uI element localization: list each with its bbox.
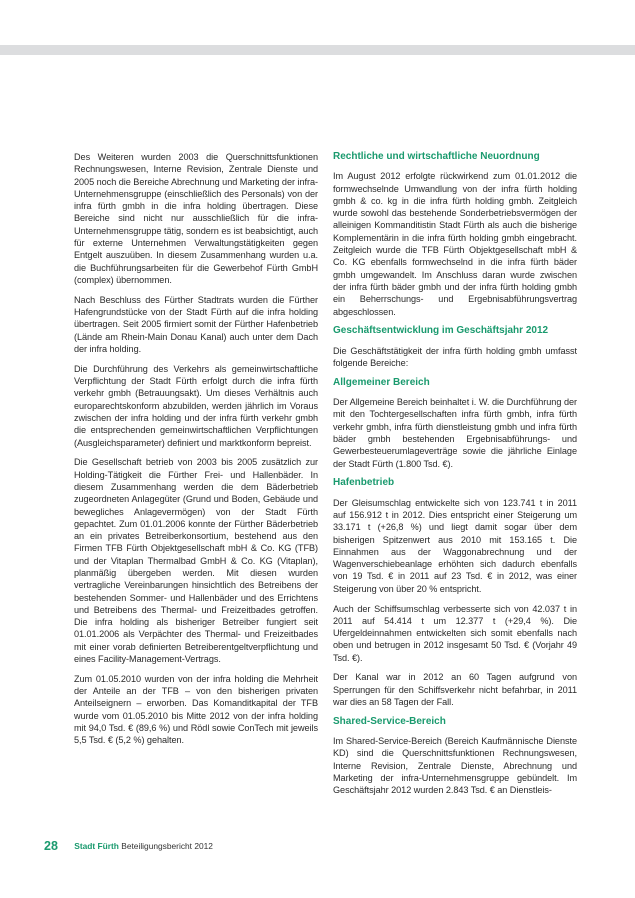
right-column xyxy=(333,151,577,804)
paragraph: Des Weiteren wurden 2003 die Querschnittsfunktionen Rechnungswesen, Interne Revision, Zentrale Dienste und 2005 noch die Bereiche Abrechnung und Marketing der infra-Unternehmensgruppe (einschließlich des Personals) von der infra fürth gmbh in die infra holding übertragen. Diese Bereiche sind nicht nur ausschließlich für die infra-Unternehmensgruppe tätig, sondern es ist beabsichtigt, auch für externe Unternehmen Verwaltungstätigkeiten gegen Entgelt auszuüben. In diesem Zusammenhang wurden u.a. die Buchführungsarbeiten für die Gewerbehof Fürth GmbH (complex) übernommen. xyxy=(74,152,318,285)
paragraph: Im Shared-Service-Bereich (Bereich Kaufmännische Dienste KD) sind die Querschnittsfunktionen Rechnungswesen, Interne Revision, Zentrale Dienste, Abrechnung und Marketing der infra-Unternehmensgruppe gebündelt. Im Geschäftsjahr 2012 wurden 2.843 Tsd. € an Dienstleis- xyxy=(333,736,577,796)
section-heading: Shared-Service-Bereich xyxy=(333,715,446,727)
paragraph: Der Gleisumschlag entwickelte sich von 123.741 t in 2011 auf 156.912 t in 2012. Dies entspricht einer Steigerung um 33.171 t (+26,8 %) und liegt damit sogar über dem bisherigen Spitzenwert aus 2010 mit 153.165 t. Die Einnahmen aus der Waggonabrechnung und der Wagenverschiebeanlage erhöhten sich dadurch ebenfalls von 19 Tsd. € in 2011 auf 23 Tsd. € in 2012, was einer Steigerung von über 20 % entspricht. xyxy=(333,497,577,594)
paragraph: Zum 01.05.2010 wurden von der infra holding die Mehrheit der Anteile an der TFB – von den bisherigen privaten Anteilseignern – erworben. Das Komanditkapital der TFB wurde vom 01.05.2010 bis Mitte 2012 von der infra holding mit 94,0 Tsd. € (89,6 %) und Rödl sowie ConTech mit jeweils 5,5 Tsd. € (5,2 %) gehalten. xyxy=(74,673,318,746)
paragraph: Die Gesellschaft betrieb von 2003 bis 2005 zusätzlich zur Holding-Tätigkeit die Fürther Frei- und Hallenbäder. In diesem Zusammenhang werden die dem Bäderbetrieb zugeordneten Anlagegüter (Grund und Boden, Gebäude und bewegliches Anlagevermögen) von der Stadt Fürth gepachtet. Zum 01.01.2006 konnte der Fürther Bäderbetrieb an ein privates Betreiberkonsortium, bestehend aus den Firmen TFB Fürth Objektgesellschaft mbH & Co. KG (TFB) und der Vitaplan Thermalbad GmbH & Co. KG (Vitaplan), planmäßig übergeben werden. Mit diesen wurden vertragliche Vereinbarungen hinsichtlich des Betreibens der bestehenden Sommer- und Hallenbäder und des Errichtens und Betreibens des Thermal- und Freizeitbades getroffen. Die infra holding als bisheriger Betreiber fungiert seit 01.01.2006 als Verpächter des Thermal- und Freizeitbades mit einer vorab definierten Betreiberentgeltverpflichtung und eines Facility-Management-Vertrags. xyxy=(74,457,318,665)
section-heading: Allgemeiner Bereich xyxy=(333,376,430,388)
paragraph: Die Durchführung des Verkehrs als gemeinwirtschaftliche Verpflichtung der Stadt Fürth erfolgt durch die infra fürth verkehr gmbh (Betrauungsakt). Um dieses Verhältnis auch europarechtskonform abzubilden, werden jährlich im Voraus zwischen der infra holding und der infra fürth verkehr gmbh die entsprechenden gemeinwirtschaftlichen Verpflichtungen (Ausgleichsparameter) definiert und marktkonform bepreist. xyxy=(74,363,318,448)
paragraph: Auch der Schiffsumschlag verbesserte sich von 42.037 t in 2011 auf 54.414 t um 12.377 t (+29,4 %). Die Ufergeldeinnahmen entwickelten sich somit ebenfalls nach oben und betrugen in 2012 insgesamt 50 Tsd. € (Vorjahr 49 Tsd. €). xyxy=(333,603,577,663)
paragraph: Die Geschäftstätigkeit der infra fürth holding gmbh umfasst folgende Bereiche: xyxy=(333,345,577,368)
paragraph: Nach Beschluss des Fürther Stadtrats wurden die Fürther Hafengrundstücke von der Stadt Fürth auf die infra holding übertragen. Seit 2005 firmiert somit der Fürther Hafenbetrieb (Lände am Rhein-Main Donau Kanal) auch unter dem Dach der infra holding. xyxy=(74,294,318,354)
footer-title: Beteiligungsbericht 2012 xyxy=(121,841,213,851)
header-band xyxy=(0,45,635,55)
page-footer xyxy=(44,839,213,853)
paragraph: Der Allgemeine Bereich beinhaltet i. W. die Durchführung der mit den Tochtergesellschaften infra fürth gmbh, infra fürth verkehr gmbh, infra fürth dienstleistung gmbh und infra fürth bäder gmbh bestehenden Ergebnisabführungs- und Gewerbesteuerumlageverträge sowie die jährliche Einlage der Stadt Fürth (1.800 Tsd. €). xyxy=(333,397,577,469)
section-heading: Geschäftsentwicklung im Geschäftsjahr 2012 xyxy=(333,325,549,337)
section-heading: Rechtliche und wirtschaftliche Neuordnung xyxy=(333,151,540,162)
page-number: 28 xyxy=(44,839,58,853)
footer-brand: Stadt Fürth xyxy=(74,841,119,851)
paragraph: Im August 2012 erfolgte rückwirkend zum 01.01.2012 die formwechselnde Umwandlung von der infra fürth holding gmbh & co. kg in die infra fürth holding gmbh. Zeitgleich wurde sowohl das bestehende Sonderbetriebsvermögen der alleinigen Kommanditistin Stadt Fürth als auch die bisherige Komplementärin in die infra fürth holding gmbh eingebracht. Zeitgleich wurde die TFB Fürth Objektgesellschaft mbH & Co. KG ebenfalls formwechselnd in die infra fürth bäder gmbh umgewandelt. Im Anschluss daran wurde zwischen der infra fürth bäder gmbh und der infra fürth holding gmbh ein Beherrschungs- und Ergebnisabführungsvertrag abgeschlossen. xyxy=(333,171,577,317)
section-heading: Hafenbetrieb xyxy=(333,477,395,489)
left-column xyxy=(74,151,318,754)
paragraph: Der Kanal war in 2012 an 60 Tagen aufgrund von Sperrungen für den Schiffsverkehr nicht befahrbar, in 2011 war dies an 58 Tagen der Fall. xyxy=(333,672,577,708)
